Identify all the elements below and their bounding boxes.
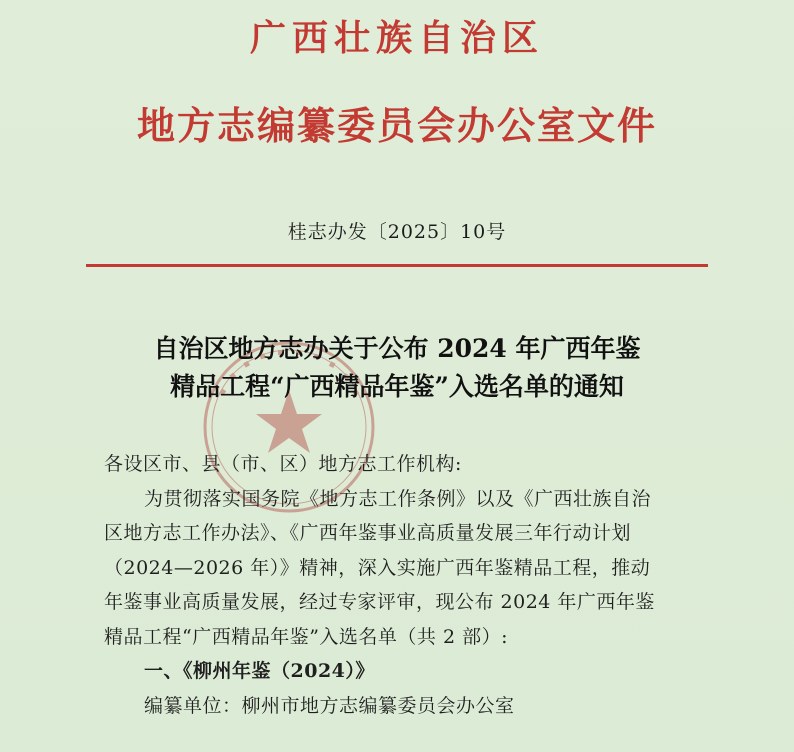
- salutation: 各设区市、县（市、区）地方志工作机构:: [104, 453, 462, 475]
- paragraph-line: 年鉴事业高质量发展，经过专家评审，现公布 2024 年广西年鉴: [104, 591, 655, 613]
- issuer-name-line2: 地方志编纂委员会办公室文件: [136, 103, 657, 148]
- notice-title-line1: 自治区地方志办关于公布 2024 年广西年鉴: [153, 334, 641, 363]
- paragraph-line: 精品工程“广西精品年鉴”入选名单（共 2 部）:: [104, 625, 508, 648]
- red-divider-line: [86, 264, 708, 267]
- notice-title-line2: 精品工程“广西精品年鉴”入选名单的通知: [170, 372, 624, 401]
- list-item-heading: 一、《柳州年鉴（2024）》: [144, 660, 375, 682]
- paragraph-line: 区地方志工作办法》、《广西年鉴事业高质量发展三年行动计划: [104, 522, 632, 544]
- issuer-name-line1: 广西壮族自治区: [249, 17, 544, 59]
- document-number: 桂志办发〔2025〕10号: [287, 221, 507, 243]
- paragraph-line: （2024—2026 年）》精神，深入实施广西年鉴精品工程，推动: [104, 556, 651, 579]
- notice-title: [0, 330, 794, 406]
- list-item-unit: 编纂单位：柳州市地方志编纂委员会办公室: [144, 694, 515, 717]
- notice-body: [104, 447, 704, 723]
- paragraph-line: 为贯彻落实国务院《地方志工作条例》以及《广西壮族自治: [144, 487, 652, 510]
